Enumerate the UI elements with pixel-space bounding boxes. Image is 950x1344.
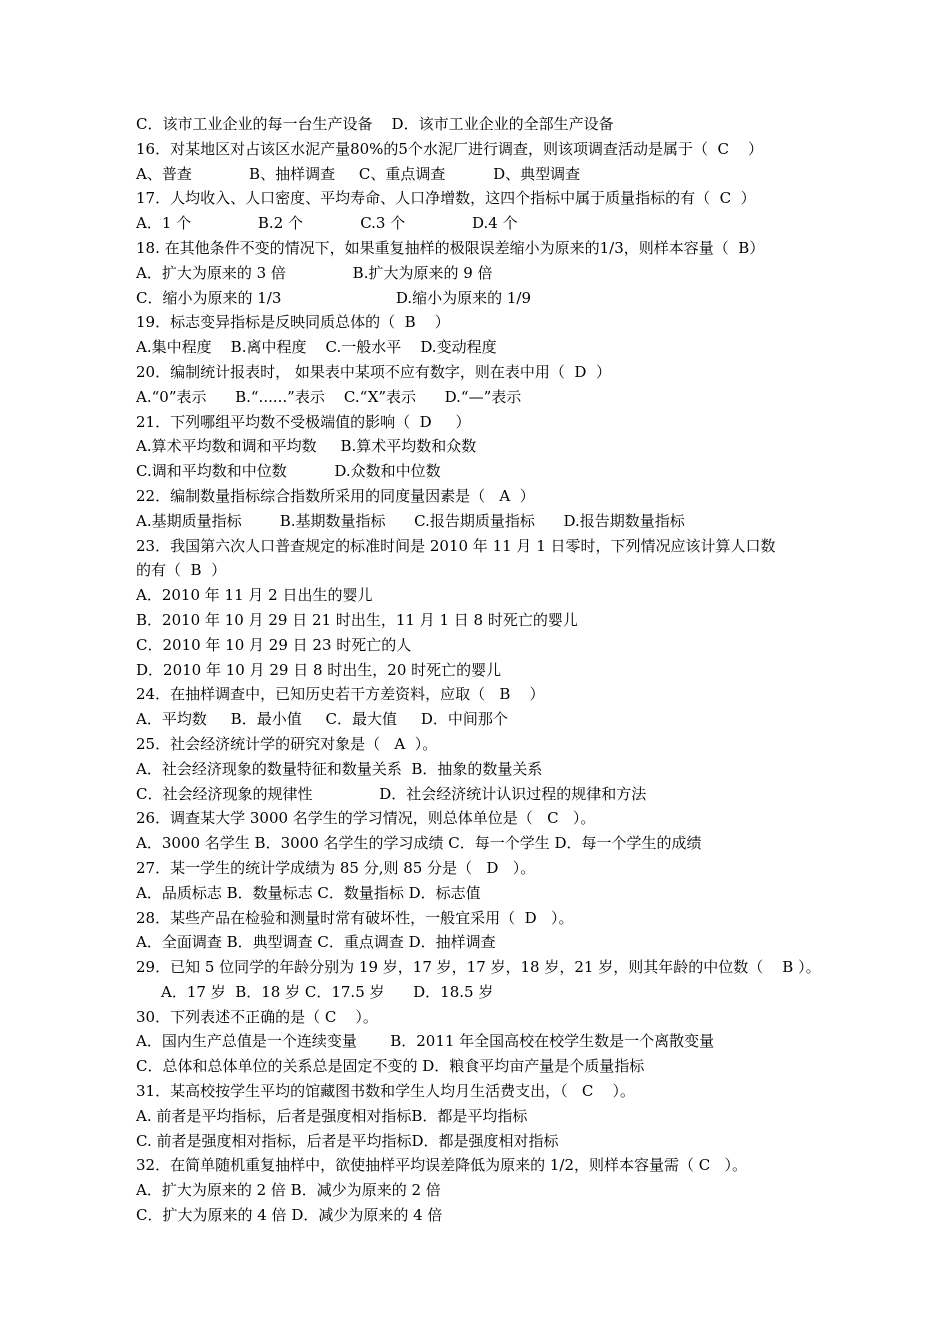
- option-line: C．总体和总体单位的关系总是固定不变的 D．粮食平均亩产量是个质量指标: [136, 1057, 645, 1076]
- option-line: A.集中程度 B.离中程度 C.一般水平 D.变动程度: [136, 338, 497, 357]
- option-line: A．社会经济现象的数量特征和数量关系 B．抽象的数量关系: [136, 759, 543, 778]
- option-line: A．3000 名学生 B．3000 名学生的学习成绩 C．每一个学生 D．每一个学生的成绩: [136, 834, 702, 853]
- question-28: 28．某些产品在检验和测量时常有破坏性，一般宜采用（ D ）。: [136, 908, 574, 927]
- option-line: A．平均数 B．最小值 C．最大值 D．中间那个: [136, 710, 508, 729]
- option-line: A. 前者是平均指标，后者是强度相对指标B．都是平均指标: [136, 1106, 528, 1125]
- option-line: A、普查 B、抽样调查 C、重点调查 D、典型调查: [136, 164, 581, 183]
- option-line: A.“0”表示 B.“......”表示 C.“X”表示 D.“—”表示: [136, 387, 522, 406]
- option-line: C．缩小为原来的 1/3 D.缩小为原来的 1/9: [136, 288, 531, 307]
- question-31: 31．某高校按学生平均的馆藏图书数和学生人均月生活费支出，（ C ）。: [136, 1082, 635, 1101]
- option-line: C．2010 年 10 月 29 日 23 时死亡的人: [136, 635, 412, 654]
- option-line: A．全面调查 B．典型调查 C．重点调查 D．抽样调查: [136, 933, 496, 952]
- option-line: A．国内生产总值是一个连续变量 B．2011 年全国高校在校学生数是一个离散变量: [136, 1032, 715, 1051]
- question-29: 29．已知 5 位同学的年龄分别为 19 岁，17 岁，17 岁，18 岁，21 岁，则其年龄的中位数（ B ）。: [136, 958, 821, 977]
- question-17: 17．人均收入、人口密度、平均寿命、人口净增数，这四个指标中属于质量指标的有（ C ）: [136, 189, 756, 208]
- option-line: B．2010 年 10 月 29 日 21 时出生，11 月 1 日 8 时死亡的婴儿: [136, 610, 578, 629]
- question-19: 19．标志变异指标是反映同质总体的（ B ）: [136, 313, 450, 332]
- question-25: 25．社会经济统计学的研究对象是（ A ）。: [136, 734, 438, 753]
- option-line: A.算术平均数和调和平均数 B.算术平均数和众数: [136, 437, 477, 456]
- option-line: C. 前者是强度相对指标，后者是平均指标D．都是强度相对指标: [136, 1131, 559, 1150]
- question-23: 23．我国第六次人口普查规定的标准时间是 2010 年 11 月 1 日零时，下列情况应该计算人口数: [136, 536, 776, 555]
- question-20: 20．编制统计报表时， 如果表中某项不应有数字，则在表中用（ D ）: [136, 362, 611, 381]
- question-30: 30．下列表述不正确的是（ C ）。: [136, 1007, 378, 1026]
- option-line: A.基期质量指标 B.基期数量指标 C.报告期质量指标 D.报告期数量指标: [136, 511, 685, 530]
- option-line: C.调和平均数和中位数 D.众数和中位数: [136, 462, 441, 481]
- question-32: 32．在简单随机重复抽样中，欲使抽样平均误差降低为原来的 1/2，则样本容量需（ C ）。: [136, 1156, 748, 1175]
- question-27: 27．某一学生的统计学成绩为 85 分,则 85 分是（ D ）。: [136, 858, 536, 877]
- option-line: A．1 个 B.2 个 C.3 个 D.4 个: [136, 214, 518, 233]
- question-16: 16．对某地区对占该区水泥产量80%的5个水泥厂进行调查，则该项调查活动是属于（ C ）: [136, 139, 764, 158]
- option-line: D．2010 年 10 月 29 日 8 时出生，20 时死亡的婴儿: [136, 660, 502, 679]
- option-line: A．扩大为原来的 3 倍 B.扩大为原来的 9 倍: [136, 263, 493, 282]
- question-21: 21．下列哪组平均数不受极端值的影响（ D ）: [136, 412, 471, 431]
- option-line: A．扩大为原来的 2 倍 B．减少为原来的 2 倍: [136, 1181, 441, 1200]
- option-line: C．社会经济现象的规律性 D．社会经济统计认识过程的规律和方法: [136, 784, 647, 803]
- option-line: C．该市工业企业的每一台生产设备 D．该市工业企业的全部生产设备: [136, 115, 614, 133]
- question-23-continued: 的有（ B ）: [136, 561, 227, 580]
- option-line: A．17 岁 B．18 岁 C．17.5 岁 D．18.5 岁: [161, 982, 494, 1001]
- option-line: A．2010 年 11 月 2 日出生的婴儿: [136, 586, 373, 605]
- option-line: C．扩大为原来的 4 倍 D．减少为原来的 4 倍: [136, 1206, 443, 1225]
- option-line: A．品质标志 B．数量标志 C．数量指标 D．标志值: [136, 883, 481, 902]
- document-body: [136, 112, 836, 1228]
- question-22: 22．编制数量指标综合指数所采用的同度量因素是（ A ）: [136, 486, 535, 505]
- question-26: 26．调查某大学 3000 名学生的学习情况，则总体单位是（ C ）。: [136, 809, 596, 828]
- question-24: 24．在抽样调查中，已知历史若干方差资料，应取（ B ）: [136, 685, 545, 704]
- question-18: 18. 在其他条件不变的情况下，如果重复抽样的极限误差缩小为原来的1/3，则样本容量（ B）: [136, 238, 765, 257]
